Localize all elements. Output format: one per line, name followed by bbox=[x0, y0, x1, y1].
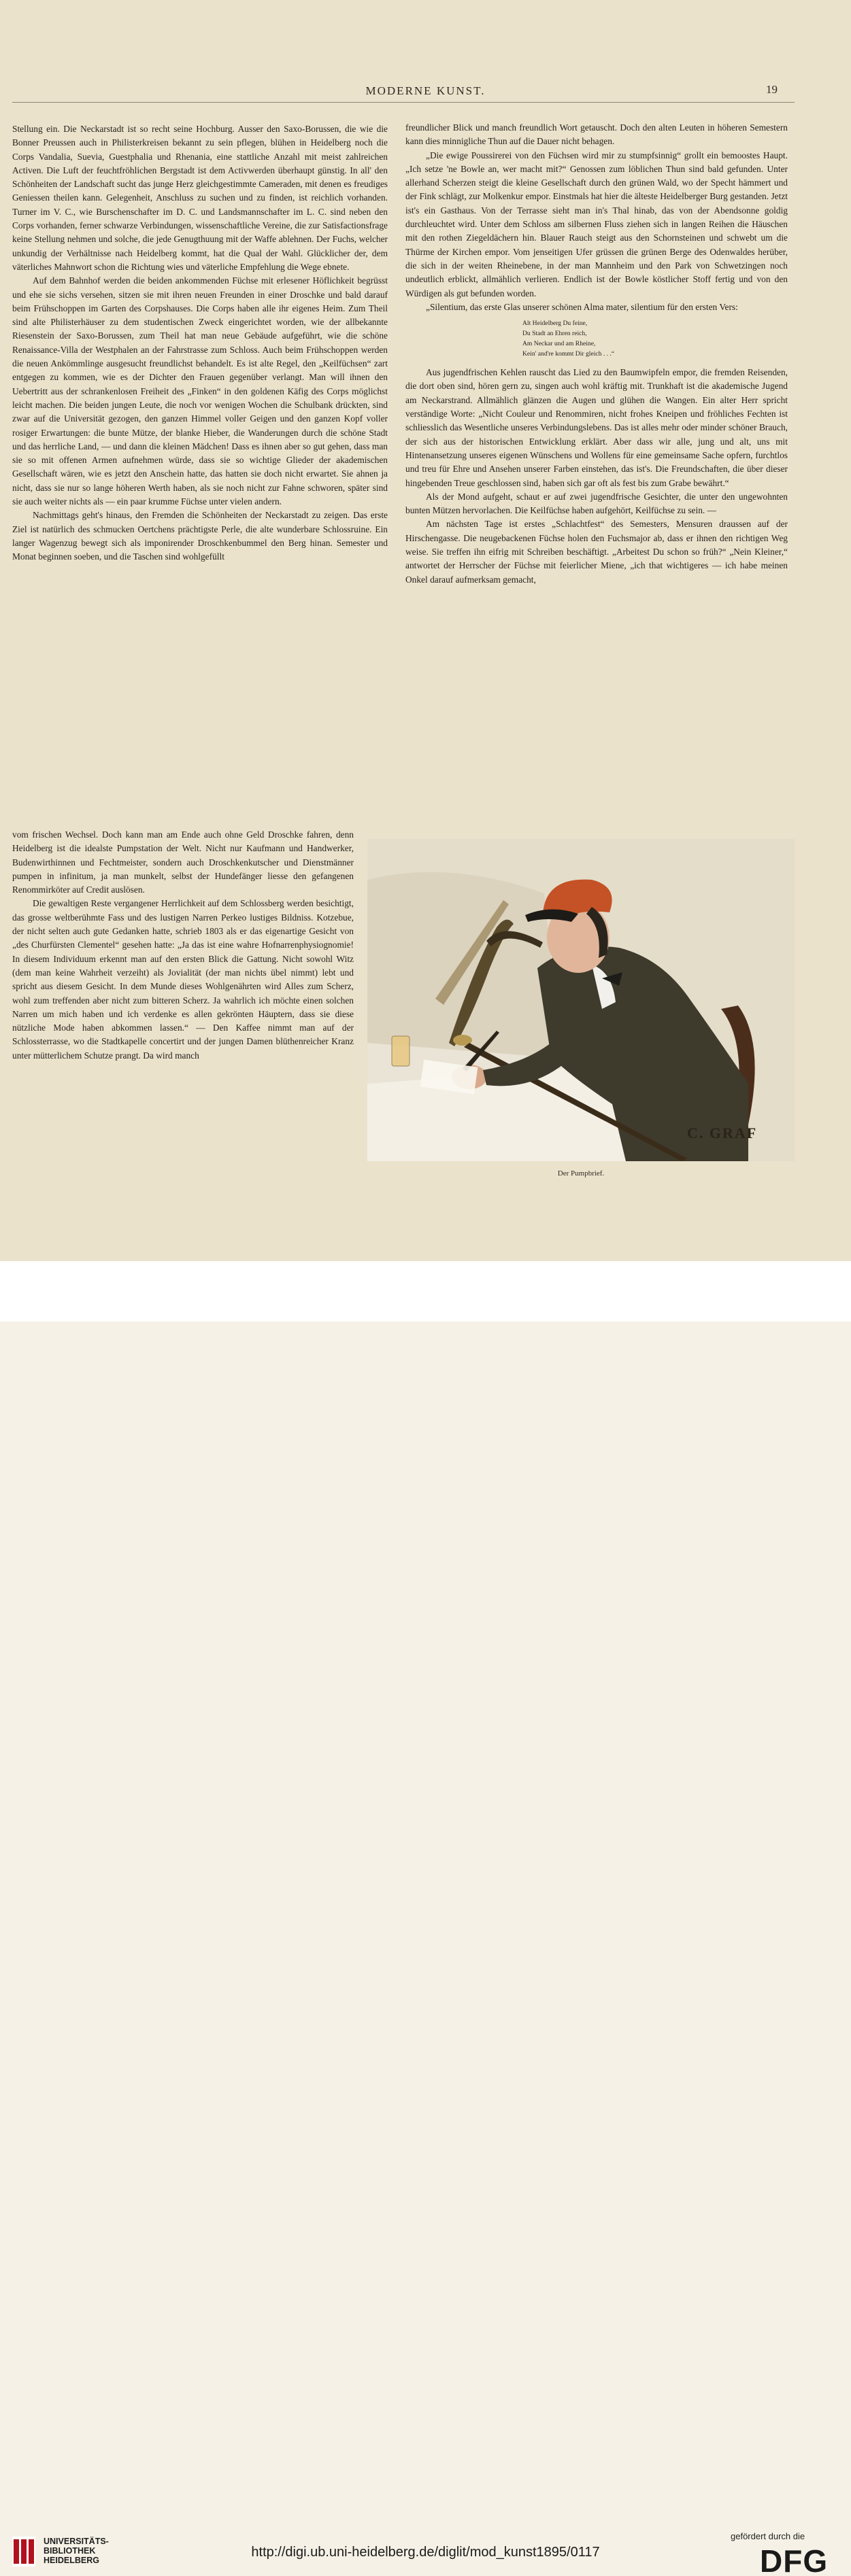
artist-signature: C. GRAF bbox=[687, 1124, 758, 1141]
page-number: 19 bbox=[766, 83, 778, 96]
illustration-student-writing bbox=[367, 839, 795, 1161]
poem-verse bbox=[522, 318, 788, 359]
poem-line: Am Neckar und am Rheine, bbox=[522, 340, 596, 348]
right-column bbox=[405, 121, 788, 587]
paragraph: vom frischen Wechsel. Doch kann man am Ende auch ohne Geld Droschke fahren, denn Heidelberg ist die idealste Pumpstation der Welt. Nicht nur Kaufmann und Handwerker, Budenwirthinnen und Fechtmeister, sondern auch Droschkenkutscher und Dienstmänner pumpen in infinitum, ja man munkelt, selbst der Hundefänger liesse den gefangenen Renommirköter auf Credit auslösen. bbox=[12, 829, 354, 895]
left-column-lower bbox=[12, 828, 354, 1063]
funded-by-text: gefördert durch die bbox=[731, 2531, 805, 2541]
paragraph: „Die ewige Poussirerei von den Füchsen wird mir zu stumpfsinnig“ grollt ein bemoostes Haupt. „Ich setze 'ne Bowle an, wer macht mit?“ Genossen zum löblichen Thun sind bald gefunden. Unter allerhand Scherzen steigt die kleine Gesellschaft durch den grünen Wald, wo der Specht hämmert und der Fink schlägt, zur Molkenkur empor. Einstmals hat hier die älteste Heidelberger Burg gestanden. Jetzt ist's ein Gasthaus. Von der Terrasse sieht man in's Thal hinab, das von der Abendsonne goldig durchleuchtet wird. Unter dem Schloss am silbernen Fluss ziehen sich in langen Reihen die Häuschen mit den rothen Ziegeldächern hin. Blauer Rauch steigt aus den Schornsteinen und schwebt um die Thürme der Kirchen empor. Vom jenseitigen Ufer grüssen die grünen Berge des Odenwaldes herüber, die sich in der weiten Rheinebene, in der man Mannheim und den Park von Schwetzingen noch undeutlich erblickt, allmählich verlieren. Endlich ist der Bowle köstlicher Stoff fertig und von den Würdigen als gut befunden worden. bbox=[405, 150, 788, 298]
poem-line: Alt Heidelberg Du feine, bbox=[522, 320, 588, 328]
paragraph: Als der Mond aufgeht, schaut er auf zwei jugendfrische Gesichter, die unter den ungewohnten bunten Mützen hervorlachen. Die Keilfüchse haben aufgehört, Keilfüchse zu sein. — bbox=[405, 491, 788, 516]
dfg-logo-text: DFG bbox=[760, 2545, 829, 2576]
paragraph: Aus jugendfrischen Kehlen rauscht das Lied zu den Baumwipfeln empor, die fremden Reisenden, die dort oben sind, hören gern zu, singen auch wohl kräftig mit. Trunkhaft ist die akademische Jugend am Neckarstrand. Allmählich glänzen die Augen und glühen die Wangen. Ein alter Herr spricht verständige Worte: „Nicht Couleur und Renommiren, nicht frohes Kneipen und fröhliches Fechten ist schliesslich das Wesentliche unseres Verbindungslebens. Das ist alles mehr oder minder schöner Brauch, der sich aus der historischen Entwicklung erklärt. Aber dass wir alle, jung und alt, uns mit Hintenansetzung unseres eigenen Wünschens und Wollens für eine gemeinsame Sache opfern, furchtlos und treu für Ehre und Ansehen unserer Farben einstehen, das ist's. Die Freundschaften, die über dieser hingebenden Treue geschlossen sind, haben sich gar oft als fest bis zum Grabe bewährt.“ bbox=[405, 367, 788, 488]
paragraph: „Silentium, das erste Glas unserer schönen Alma mater, silentium für den ersten Vers: bbox=[426, 301, 738, 312]
poem-line: Kein' and're kommt Dir gleich . . .“ bbox=[522, 350, 615, 358]
paragraph: Auf dem Bahnhof werden die beiden ankommenden Füchse mit erlesener Höflichkeit begrüsst und ehe sie sichs versehen, sitzen sie mit ihren neuen Freunden in einer Droschke und bald darauf beim Frühschoppen im Garten des Corpshauses. Die Corps haben alle ihr eigenes Heim. Zum Theil sind alte Philisterhäuser zu dem studentischen Zweck eingerichtet worden, wie der allbekannte Riesenstein der Saxo-Borussen, zum Theil hat man neue Gebäude aufgeführt, wie die schöne Renaissance-Villa der Westphalen an der Fahrstrasse zum Schloss. Auch beim Frühschoppen werden die neuen Ankömmlinge ausgesucht freundlichst behandelt. Es ist alte Regel, den „Keilfüchsen“ zart entgegen zu kommen, wie es der Dichter den Frauen gegenüber verlangt. Man will ihnen den Uebertritt aus der schrankenlosen Freiheit des „Finken“ in den goldenen Käfig des Corps möglichst leicht machen. Die beiden jungen Leute, die noch vor wenigen Wochen die Schulbank drückten, sind zwar auf die Universität gezogen, den ganzen Himmel voller Geigen und den ganzen Kopf voller rosiger Erwartungen: die bunte Mütze, der blanke Hieber, die Wanderungen durch die schöne Stadt und das herrliche Land, — und dann die kleinen Mädchen! Dass es ihnen aber so gut gehen, dass man sie so mit offenen Armen aufnehmen würde, dass sie so wichtige Glieder der akademischen Gesellschaft wären, wie es jetzt den Anschein hatte, das hatten sie doch nicht erwartet. Sie ahnen ja nicht, dass sie nur so lange höheren Werth haben, als sie noch nicht zur Fahne schworen, später sind sie auch weiter nichts als — ein paar krumme Füchse unter vielen andern. bbox=[12, 275, 388, 507]
left-column bbox=[12, 122, 388, 564]
header-rule bbox=[12, 102, 795, 103]
library-name-line: UNIVERSITÄTS- bbox=[44, 2537, 109, 2546]
library-name-line: HEIDELBERG bbox=[44, 2556, 99, 2565]
running-header: MODERNE KUNST. bbox=[365, 84, 486, 97]
poem-line: Du Stadt an Ehren reich, bbox=[522, 330, 587, 338]
footer-bar bbox=[0, 1261, 851, 2576]
scanned-page bbox=[0, 0, 851, 1261]
permalink-url[interactable]: http://digi.ub.uni-heidelberg.de/diglit/mod_kunst1895/0117 bbox=[251, 2545, 600, 2560]
dfg-logo-icon bbox=[760, 2545, 844, 2576]
paragraph: Stellung ein. Die Neckarstadt ist so recht seine Hochburg. Ausser den Saxo-Borussen, die wie die Bonner Preussen auch in Philisterkreisen bekannt zu sein pflegen, blühen in Heidelberg noch die Corps Vandalia, Suevia, Guestphalia und Rhenania, eine stattliche Anzahl mit meist zahlreichen Activen. Die Luft der feuchtfröhlichen Bergstadt ist dem Activwerden überhaupt günstig. In all' den Schönheiten der Landschaft sucht das junge Herz gleichgestimmte Cameraden, mit denen es freudiges Geniessen theilen kann. Gelegenheit, Anschluss zu suchen und zu finden, ist reichlich vorhanden. Turner im V. C., wie Burschenschafter im D. C. und Landsmannschafter im L. C. sind neben den Corps vorhanden, ferner schwarze Verbindungen, wissenschaftliche Vereine, die zur Satisfactionsfrage keine Stellung nehmen und solche, die jede Genugthuung mit der Waffe ablehnen. Der Fuchs, welcher unkundig der Verhältnisse nach Heidelberg kommt, hat die Qual der Wahl. Glücklicher der, dem väterliches Mahnwort schon die Richtung wies und väterliche Empfehlung die Wege ebnete. bbox=[12, 124, 388, 272]
paragraph: Am nächsten Tage ist erstes „Schlachtfest“ des Semesters, Mensuren draussen auf der Hirschengasse. Die neugebackenen Füchse holen den Fuchsmajor ab, dass er ihnen den richtigen Weg weise. Sie treffen ihn eifrig mit Schreiben beschäftigt. „Arbeitest Du schon so früh?“ „Nein Kleiner,“ antwortet der Herrscher der Füchse mit feierlicher Miene, „ich that wichtigeres — ich habe meinen Onkel darauf aufmerksam gemacht, bbox=[405, 519, 788, 585]
paragraph: Nachmittags geht's hinaus, den Fremden die Schönheiten der Neckarstadt zu zeigen. Das erste Ziel ist natürlich des schmucken Oertchens prächtigste Perle, die alte wunderbare Schlossruine. Ein langer Wagenzug bewegt sich als imponirender Droschkenbummel den Berg hinan. Semester und Monat beginnen soeben, und die Taschen sind wohlgefüllt bbox=[12, 510, 388, 562]
library-name-line: BIBLIOTHEK bbox=[44, 2546, 96, 2556]
paragraph: Die gewaltigen Reste vergangener Herrlichkeit auf dem Schlossberg werden besichtigt, das grosse weltberühmte Fass und des lustigen Narren Perkeo lustiges Bildniss. Kotzebue, der nicht selten auch gute Gedanken hatte, schrieb 1803 als er das eigenartige Gesicht von „des Churfürsten Clementel“ gesehen hatte: „Ja das ist eine wahre Hofnarrenphysiognomie! In diesem Individuum erkennt man auf den ersten Blick die Gattung. Nicht sowohl Witz (dem man keine Wahrheit verzeiht) als Jovialität (der man nichts übel nimmt) lebt und spricht aus diesem Gesicht. In dem Munde dieses Wohlgenährten wird Alles zum Scherz, wohl zum treffenden aber nicht zum bitteren Scherz. Ja wahrlich ich möchte einen solchen Narren um mich haben und ich verdenke es allen gekrönten Häuptern, dass sie diese nützliche Mode haben abkommen lassen.“ — Den Kaffee nimmt man auf der Schlossterrasse, wo die Stadtkapelle concertirt und der jungen Damen blüthenreicher Kranz unter mütterlichem Schutze prangt. Da wird manch bbox=[12, 898, 354, 1061]
paragraph: freundlicher Blick und manch freundlich Wort getauscht. Doch den alten Leuten in höheren Semestern kann dies minnigliche Thun auf die Dauer nicht behagen. bbox=[405, 122, 788, 147]
illustration-caption: Der Pumpbrief. bbox=[557, 1169, 605, 1178]
